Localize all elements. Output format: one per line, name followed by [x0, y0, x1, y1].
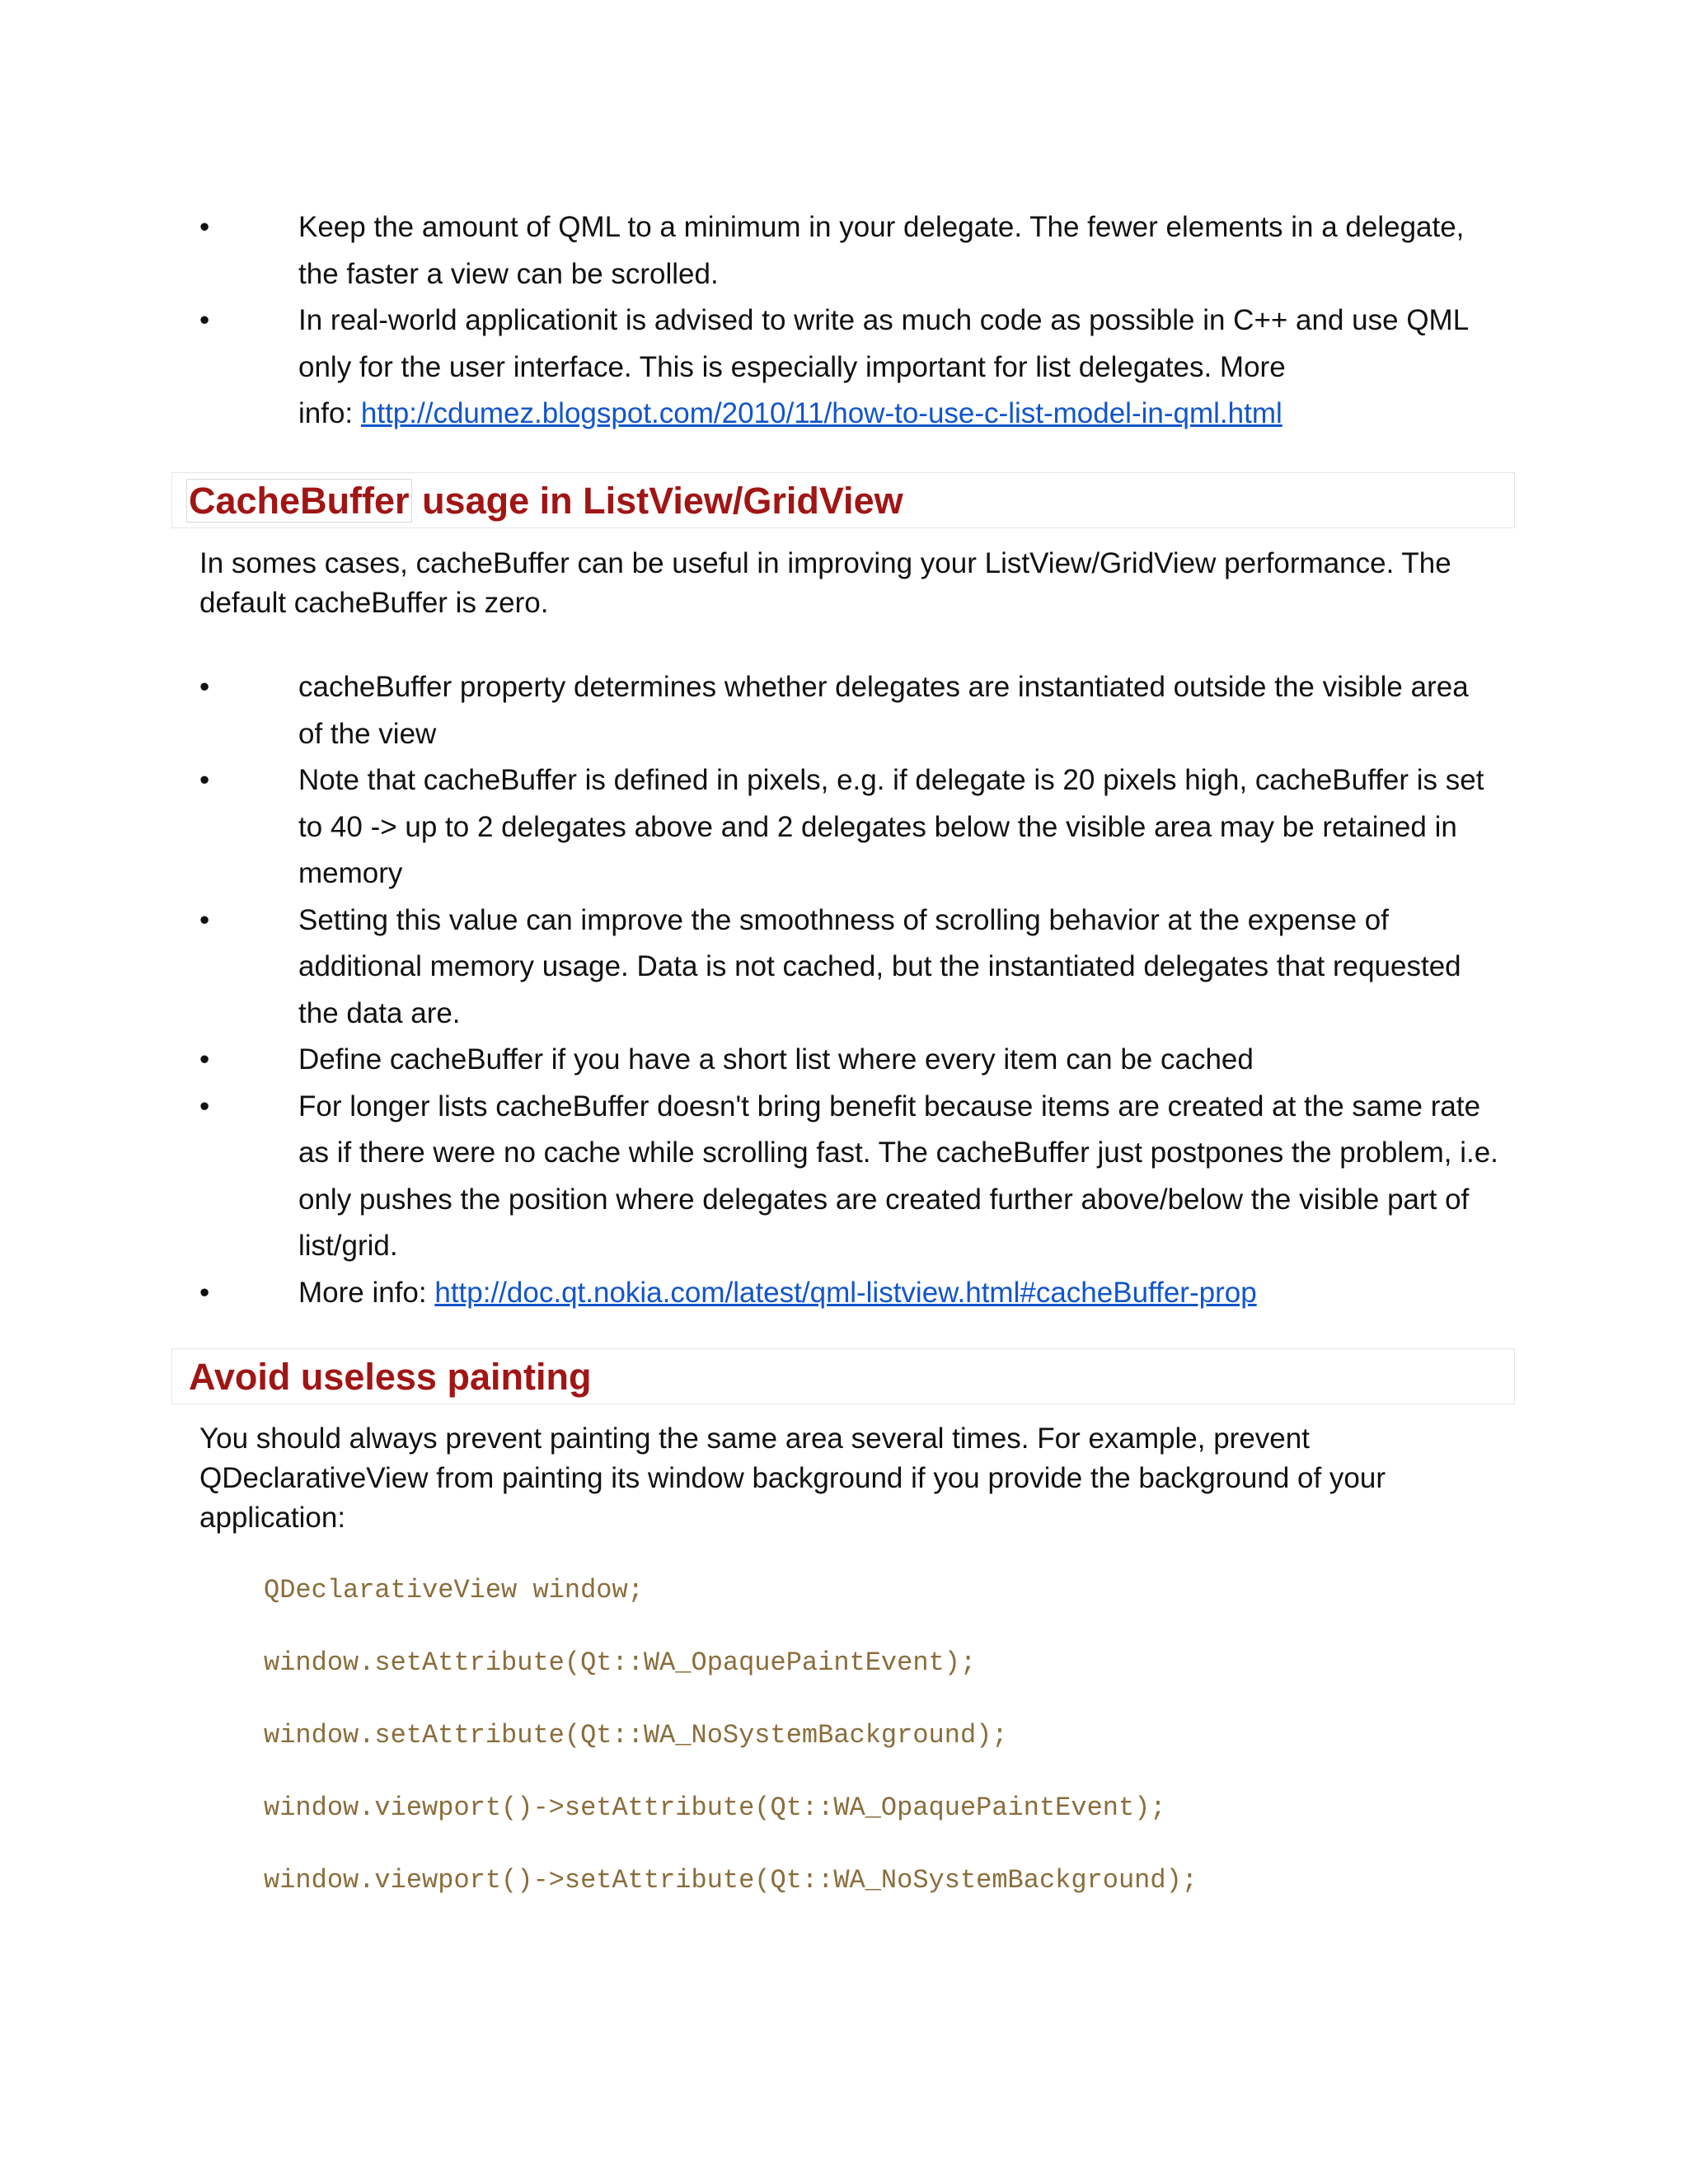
section-title [189, 478, 903, 524]
code-line: QDeclarativeView window; [264, 1575, 644, 1605]
more-info-prefix: More info: [298, 1276, 435, 1309]
bullet-text: • cacheBuffer property determines whether delegates are instantiated outside the visible area of the view [298, 671, 1469, 750]
bullet-text: In real-world applicationit is advised to write as much code as possible in C++ and use QML only for the user interface. This is especially important for list delegates. More [298, 304, 1468, 383]
bullet-text: • Keep the amount of QML to a minimum in your delegate. The fewer elements in a delegate, the faster a view can be scrolled. [298, 211, 1465, 290]
cachebuffer-bullet-list [247, 664, 1500, 1316]
top-bullet-list [247, 204, 1500, 438]
code-line: window.setAttribute(Qt::WA_OpaquePaintEvent); [264, 1647, 977, 1678]
code-block [264, 1570, 1198, 1933]
code-line: window.setAttribute(Qt::WA_NoSystemBackground); [264, 1720, 1008, 1750]
code-line: window.viewport()->setAttribute(Qt::WA_NoSystemBackground); [264, 1865, 1198, 1896]
bullet-text: • Setting this value can improve the smoothness of scrolling behavior at the expense of additional memory usage. Data is not cached, but the instantiated delegates that requested the data are. [298, 903, 1461, 1029]
title-keyword: CacheBuffer [186, 479, 412, 523]
list-item [247, 898, 1500, 1038]
list-item [247, 204, 1500, 298]
cachebuffer-intro: In somes cases, cacheBuffer can be useful in improving your ListView/GridView performance. The default cacheBuffer is zero. [199, 547, 1451, 619]
title-rest: usage in ListView/GridView [411, 480, 903, 522]
section-title: Avoid useless painting [189, 1356, 592, 1398]
section-heading-painting [171, 1348, 1515, 1404]
list-item [247, 1084, 1500, 1270]
qt-docs-link[interactable]: http://doc.qt.nokia.com/latest/qml-listview.html#cacheBuffer-prop [434, 1276, 1257, 1309]
info-prefix: info: [298, 397, 361, 429]
list-item [247, 298, 1500, 438]
bullet-text: • For longer lists cacheBuffer doesn't bring benefit because items are created at the same rate as if there were no cache while scrolling fast. The cacheBuffer just postpones the problem, i.e. only pushes the position where delegates are created further above/below the visible part of list/grid. [298, 1090, 1498, 1262]
painting-intro: You should always prevent painting the same area several times. For example, prevent QDeclarativeView from painting its window background if you provide the background of your application: [199, 1422, 1386, 1534]
bullet-text: • Define cacheBuffer if you have a short list where every item can be cached [298, 1043, 1254, 1076]
bullet-text: • Note that cacheBuffer is defined in pixels, e.g. if delegate is 20 pixels high, cacheBuffer is set to 40 -> up to 2 delegates above and 2 delegates below the visible area may be retained in memory [298, 764, 1484, 889]
cdumez-blog-link[interactable]: http://cdumez.blogspot.com/2010/11/how-to-use-c-list-model-in-qml.html [360, 397, 1282, 429]
section-heading-cachebuffer [171, 472, 1515, 528]
list-item [247, 1037, 1500, 1084]
code-line: window.viewport()->setAttribute(Qt::WA_OpaquePaintEvent); [264, 1793, 1166, 1823]
list-item [247, 1270, 1500, 1317]
list-item [247, 664, 1500, 757]
list-item [247, 757, 1500, 898]
